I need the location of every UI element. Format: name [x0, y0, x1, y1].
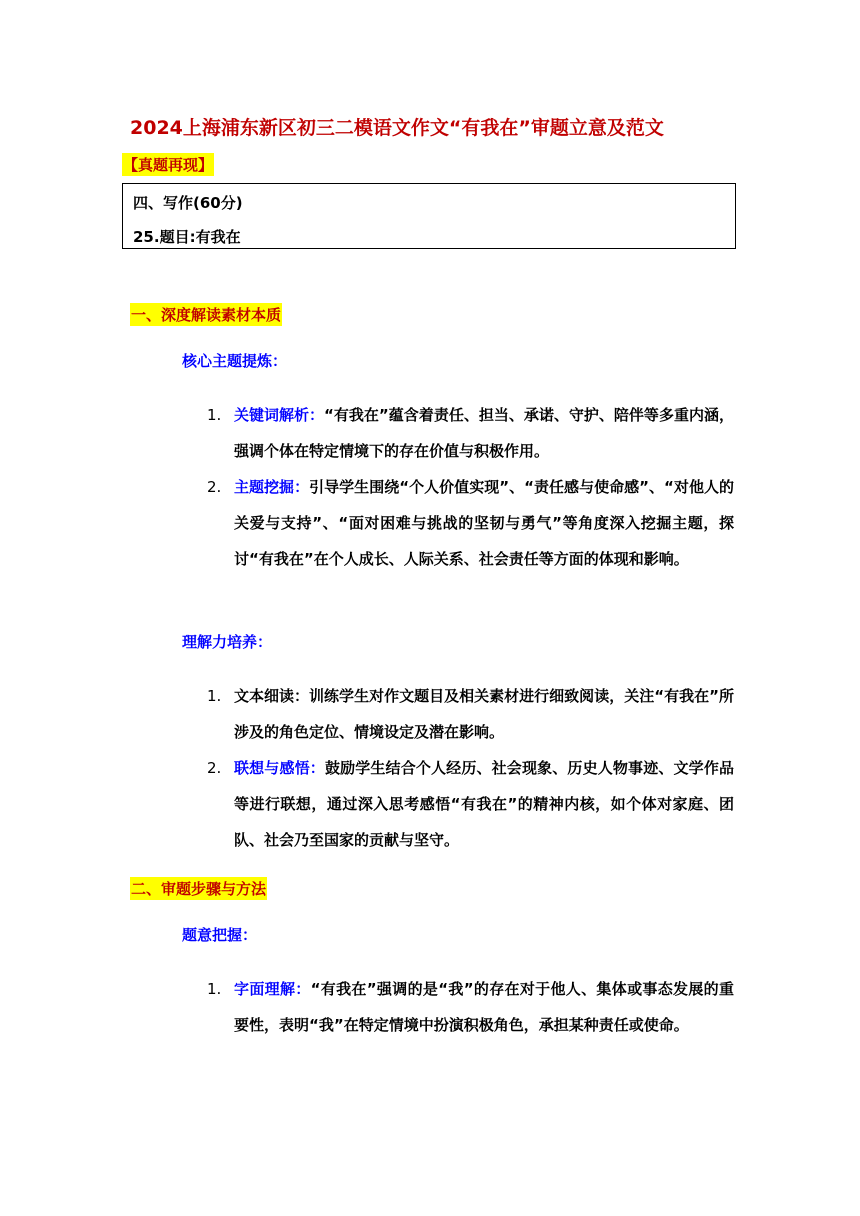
list-number: 1. — [207, 687, 222, 705]
list-item — [207, 750, 734, 858]
list-number: 1. — [207, 406, 222, 424]
item-key: 关键词解析： — [234, 406, 325, 424]
item-key: 联想与感悟： — [234, 759, 325, 777]
section-heading-1: 一、深度解读素材本质 — [130, 303, 282, 326]
list-item — [207, 469, 734, 577]
item-text: 鼓励学生结合个人经历、社会现象、历史人物事迹、文学作品等进行联想，通过深入思考感悟“有我在”的精神内核，如个体对家庭、团队、社会乃至国家的贡献与坚守。 — [234, 759, 734, 849]
subheading-core-theme: 核心主题提炼： — [182, 352, 288, 370]
list-number: 2. — [207, 759, 222, 777]
item-text: 文本细读：训练学生对作文题目及相关素材进行细致阅读，关注“有我在”所涉及的角色定位、情境设定及潜在影响。 — [234, 687, 734, 741]
list-number: 2. — [207, 478, 222, 496]
question-box — [122, 183, 736, 249]
list-item — [207, 678, 734, 750]
item-text: “有我在”强调的是“我”的存在对于他人、集体或事态发展的重要性，表明“我”在特定情境中扮演积极角色，承担某种责任或使命。 — [234, 980, 734, 1034]
item-text: “有我在”蕴含着责任、担当、承诺、守护、陪伴等多重内涵，强调个体在特定情境下的存在价值与积极作用。 — [234, 406, 734, 460]
list-item — [207, 971, 734, 1043]
item-key: 主题挖掘： — [234, 478, 310, 496]
item-key: 字面理解： — [234, 980, 311, 998]
real-question-tag: 【真题再现】 — [122, 153, 214, 176]
subheading-comprehension: 理解力培养： — [182, 633, 273, 651]
subheading-meaning-grasp: 题意把握： — [182, 926, 258, 944]
question-line-2: 25.题目:有我在 — [133, 228, 241, 246]
section-heading-2: 二、审题步骤与方法 — [130, 877, 267, 900]
list-number: 1. — [207, 980, 222, 998]
list-item — [207, 397, 734, 469]
question-line-1: 四、写作(60分) — [133, 194, 243, 212]
item-text: 引导学生围绕“个人价值实现”、“责任感与使命感”、“对他人的关爱与支持”、“面对困难与挑战的坚韧与勇气”等角度深入挖掘主题，探讨“有我在”在个人成长、人际关系、社会责任等方面的体现和影响。 — [234, 478, 734, 568]
page-title: 2024上海浦东新区初三二模语文作文“有我在”审题立意及范文 — [130, 117, 664, 139]
